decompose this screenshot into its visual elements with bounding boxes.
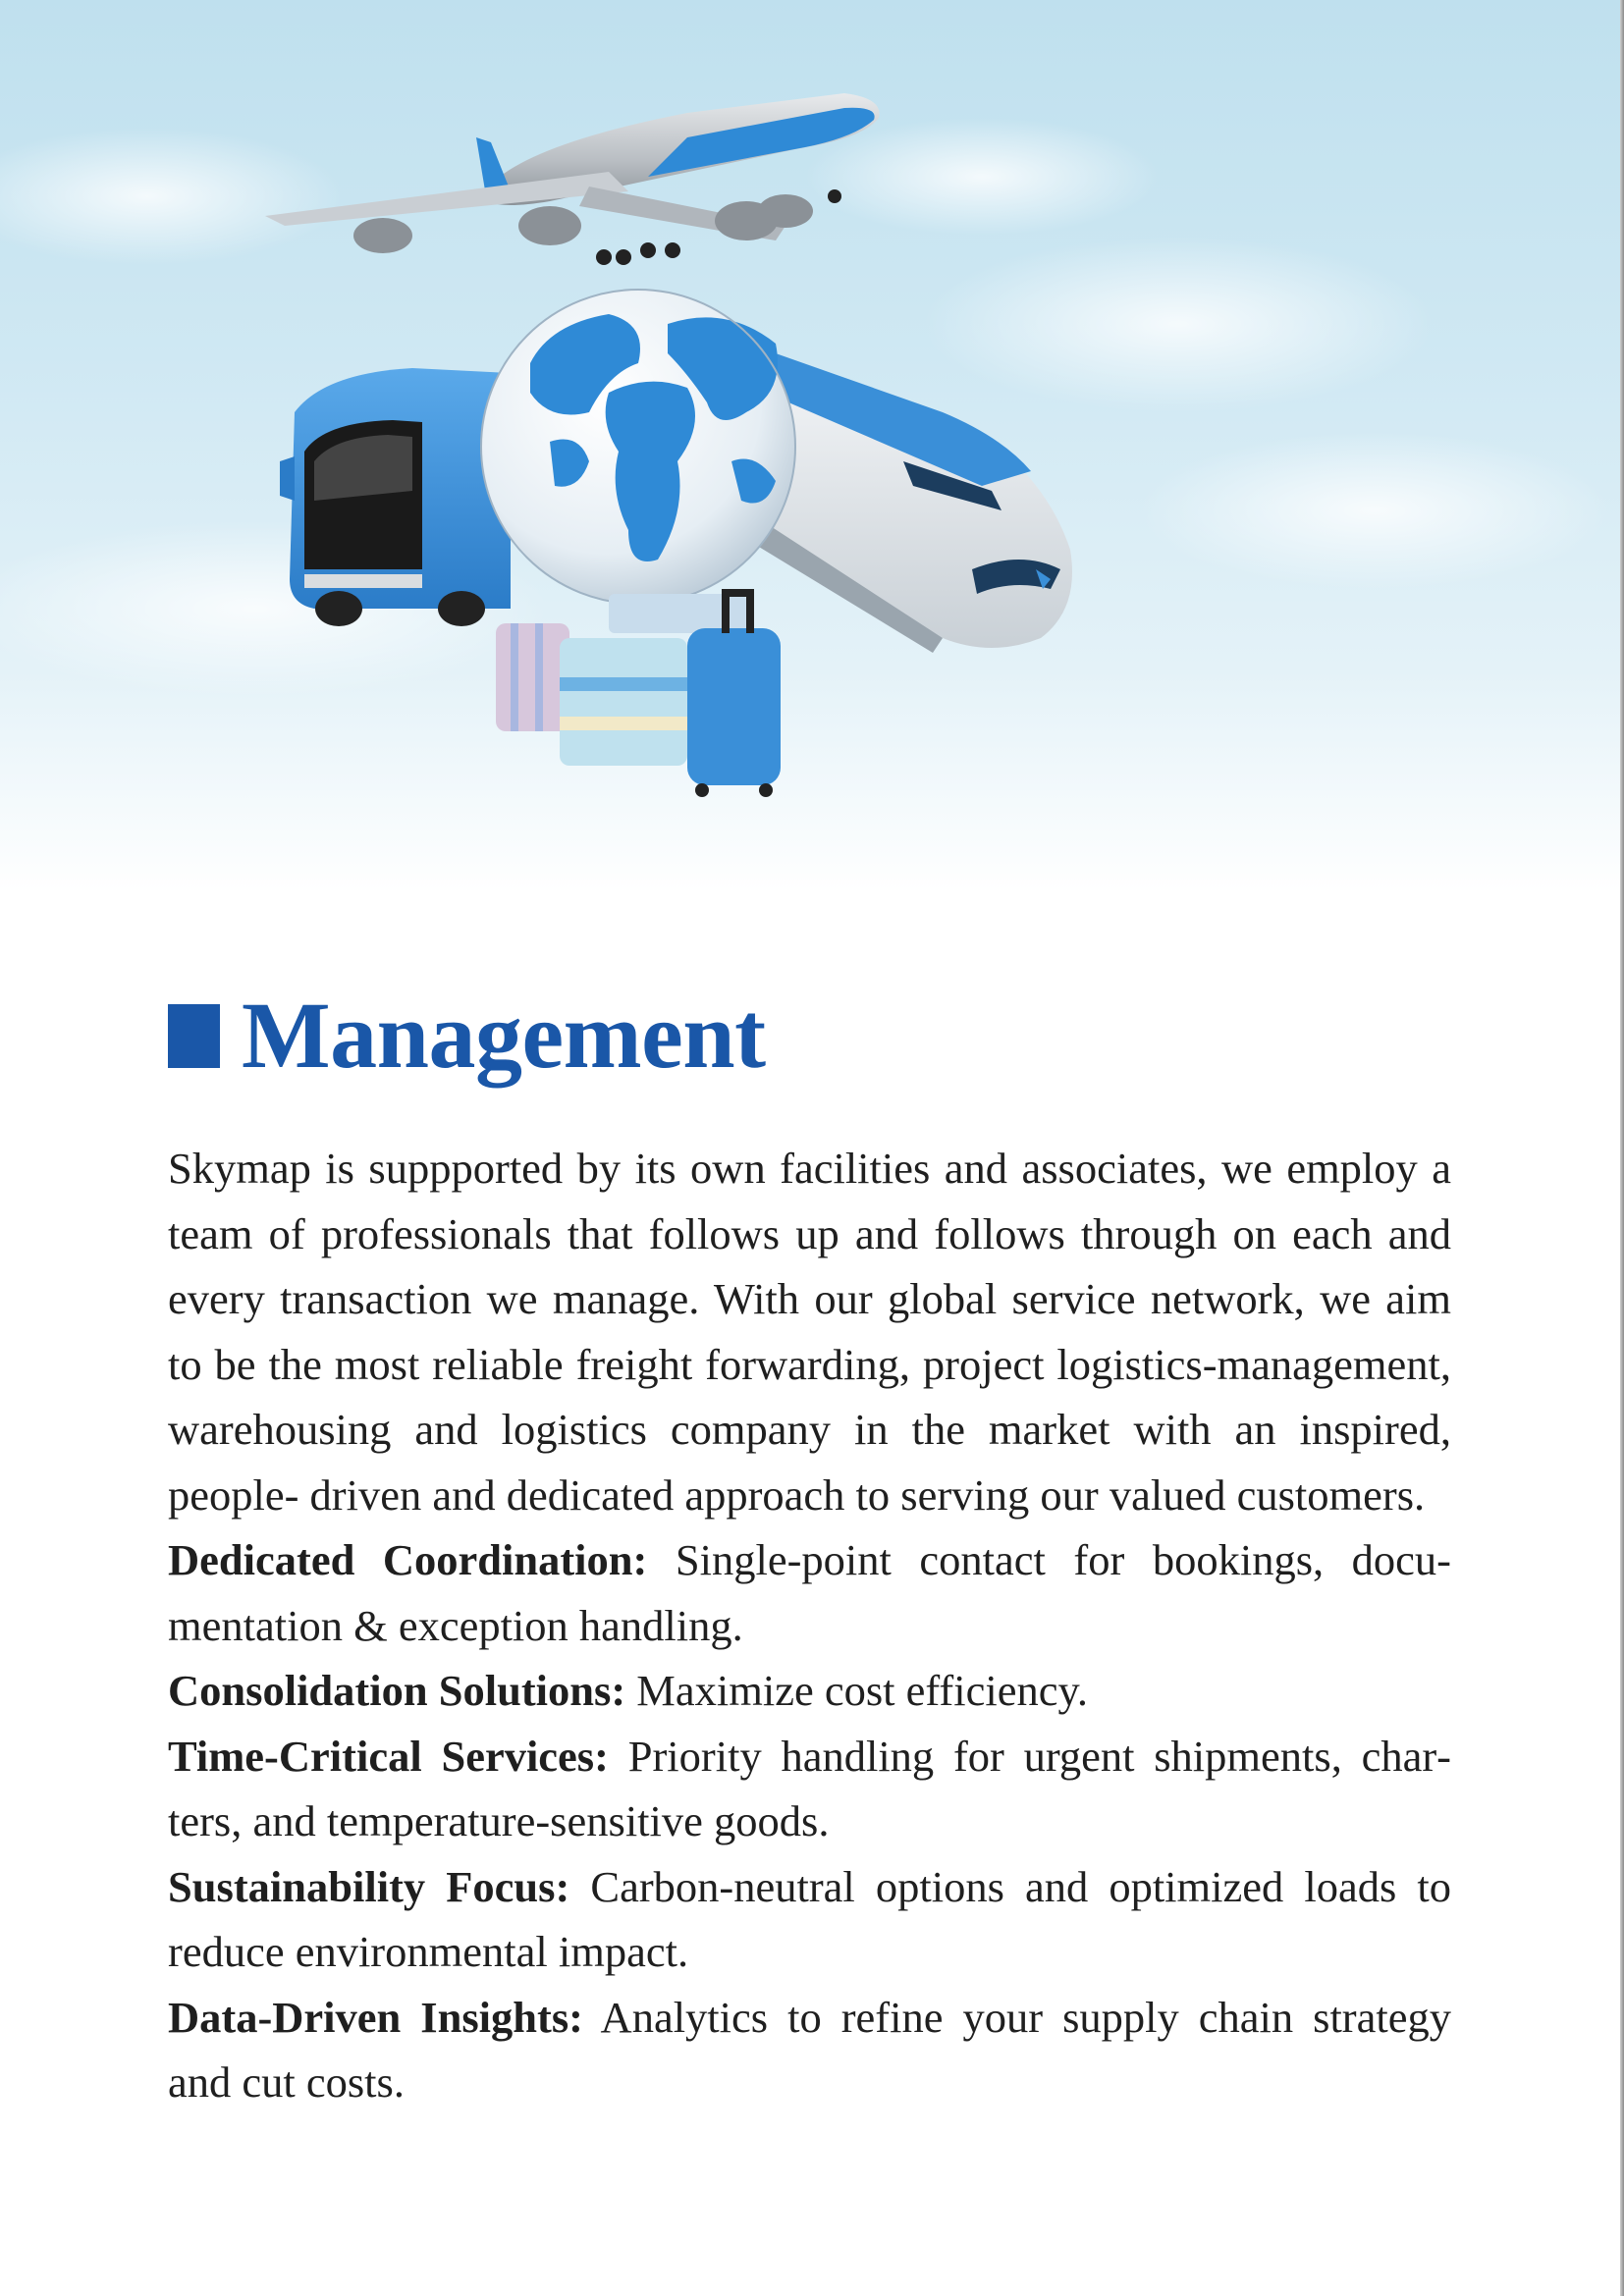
heading-square-icon [168,1004,220,1068]
feature-label: Time-Critical Services: [168,1731,609,1781]
feature-text: Priority handling for urgent shipments, charters, and temperature-sensitive goods. [168,1731,1451,1845]
feature-text: Analytics to refine your supply chain strategy and cut costs. [168,1992,1451,2107]
transport-illustration [0,0,1624,893]
hero-illustration [0,0,1624,893]
feature-text: Maximize cost efficiency. [625,1666,1088,1715]
feature-text: Carbon-neutral options and optimized loads to reduce environmental impact. [168,1861,1451,1976]
feature-text: Single-point contact for bookings, documentation & exception handling. [168,1535,1451,1650]
feature-item [168,1854,1451,1985]
intro-paragraph: Skymap is suppported by its own facilities and associates, we employ a team of professionals that follows up and follows through on each and every transaction we manage. With our global service network, we aim to be the most reliable freight forwarding, project logistics-management, warehousing and logistics company in the market with an inspired, people- driven and dedicated approach to serving our valued customers. [168,1144,1451,1520]
page-edge [1620,0,1624,2296]
airplane-graphic [265,93,880,265]
page-title: Management [242,983,766,1088]
body-text [168,1136,1451,2115]
feature-item [168,1527,1451,1658]
feature-label: Consolidation Solutions: [168,1666,626,1715]
section-heading [168,982,766,1090]
bus-graphic [280,368,511,626]
feature-item [168,1724,1451,1854]
globe-graphic [481,290,795,604]
feature-label: Data-Driven Insights: [168,1992,583,2042]
feature-label: Sustainability Focus: [168,1861,570,1911]
feature-item [168,1985,1451,2115]
feature-label: Dedicated Coordination: [168,1535,648,1584]
feature-item [168,1658,1451,1724]
